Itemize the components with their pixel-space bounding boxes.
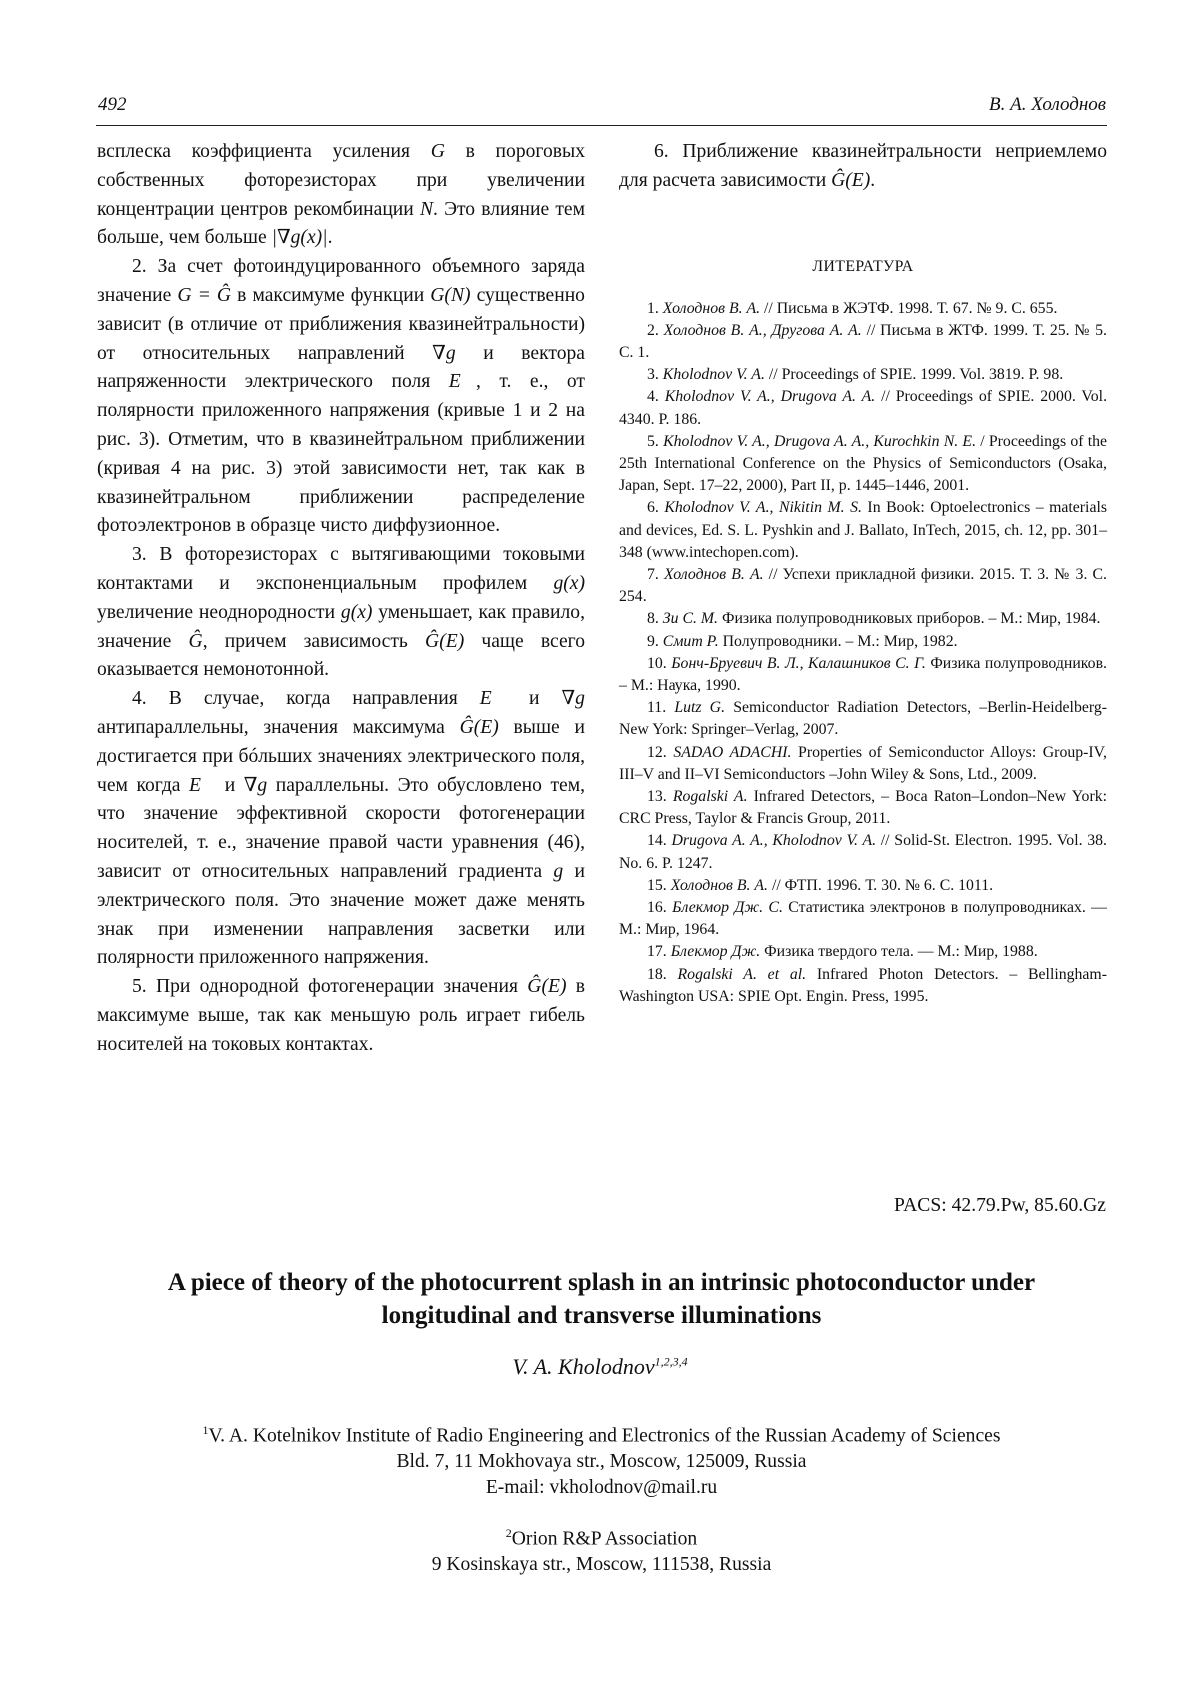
left-column	[97, 138, 585, 1060]
p4-math-5: ∇g	[243, 774, 268, 796]
p4-math-2: ∇g	[561, 688, 585, 710]
title-line-1: A piece of theory of the photocurrent splash in an intrinsic photoconductor under	[167, 1269, 1036, 1296]
p2-math-2: G(N)	[430, 284, 471, 306]
reference-text: In Book: Optoelectronics – materials and devices, Ed. S. L. Pyshkin and J. Ballato, InTech, 2015, ch. 12, pp. 301–348 (www.intechopen.com).	[619, 499, 1107, 561]
reference-text: / Proceedings of the 25th International Conference on the Physics of Semiconductors (Osaka, Japan, Sept. 17–22, 2000), Part II, p. 1445–1446, 2001.	[619, 432, 1108, 495]
reference-number: 5.	[647, 432, 664, 450]
reference-item	[619, 964, 1107, 1008]
p2-text-3: существенно зависит (в отличие от приближения квазинейтральности) от относительных направлений	[97, 284, 585, 364]
reference-authors: Drugova A. A., Kholodnov V. A.	[671, 832, 877, 850]
affiliation-2-address: 9 Kosinskaya str., Moscow, 111538, Russia	[431, 1554, 772, 1576]
reference-number: 18.	[647, 965, 678, 983]
reference-number: 15.	[647, 876, 671, 894]
affiliation-1-email: E-mail: vkholodnov@mail.ru	[485, 1476, 718, 1498]
reference-item	[619, 431, 1107, 498]
author-line	[0, 1354, 1200, 1380]
affiliation-1-name	[96, 1418, 1107, 1449]
reference-number: 13.	[647, 788, 673, 806]
reference-text: Полупроводники. – М.: Мир, 1982.	[718, 632, 958, 650]
p1-math-3: |∇g(x)|	[271, 227, 328, 249]
reference-text: Infrared Photon Detectors. – Bellingham-Washington USA: SPIE Opt. Engin. Press, 1995.	[619, 965, 1107, 1005]
reference-number: 9.	[647, 632, 663, 650]
p3-text-2: увеличение неоднородности	[97, 601, 341, 623]
affiliation-1	[96, 1418, 1107, 1500]
reference-number: 8.	[647, 610, 663, 628]
p4-text-1: 4. В случае, когда направления	[132, 688, 480, 710]
running-head: В. А. Холоднов	[988, 94, 1106, 115]
reference-text: // Письма в ЖЭТФ. 1998. Т. 67. № 9. С. 655.	[760, 299, 1058, 317]
affiliation-2-name	[96, 1521, 1107, 1552]
reference-item	[619, 941, 1107, 963]
reference-item	[619, 875, 1107, 897]
p3-math-4: Ĝ(E)	[425, 630, 465, 652]
p3-text-5: чаще всего оказывается немонотонной.	[97, 630, 585, 681]
reference-number: 16.	[647, 899, 673, 917]
paragraph-5	[97, 973, 585, 1059]
reference-authors: Холоднов В. А., Другова А. А.	[663, 321, 862, 339]
p1-text-3: . Это влияние тем больше, чем больше	[97, 198, 585, 249]
reference-item	[619, 608, 1107, 630]
p3-text-4: , причем зависимость	[202, 630, 426, 652]
reference-item	[619, 364, 1107, 386]
reference-text: Properties of Semiconductor Alloys: Group-IV, III–V and II–VI Semiconductors –John Wiley & Sons, Ltd., 2009.	[619, 743, 1107, 783]
p2-text-5: , т. е., от полярности приложенного напряжения (кривые 1 и 2 на рис. 3). Отметим, что в квазинейтральном приближении (кривая 4 на рис. 3) этой зависимости нет, так как в квазинейтральном приближении распределение фотоэлектронов в образце чисто диффузионное.	[97, 371, 585, 537]
reference-item	[619, 320, 1107, 364]
reference-number: 6.	[647, 499, 665, 517]
affiliation-1-address: Bld. 7, 11 Mokhovaya str., Moscow, 125009, Russia	[396, 1451, 807, 1473]
p4-math-6: g	[553, 860, 564, 882]
page-number: 492	[98, 94, 127, 115]
right-column	[619, 138, 1107, 1008]
affiliation-1-mark: 1	[202, 1423, 209, 1437]
p4-text-7: и электрического поля. Это значение может даже менять знак при изменении направления засветки или полярности приложенного напряжения.	[97, 860, 585, 969]
p4-math-3: Ĝ(E)	[459, 716, 499, 738]
reference-authors: Холоднов В. А.	[670, 876, 768, 894]
p2-math-3: ∇g	[432, 342, 456, 364]
reference-authors: Смит Р.	[662, 632, 719, 650]
reference-authors: Блекмор Дж.	[670, 943, 761, 961]
p6-math-1: Ĝ(E)	[831, 169, 871, 191]
reference-item	[619, 564, 1107, 608]
p2-math-4: E⃗	[448, 371, 477, 393]
p4-text-4: выше и достигается при бóльших значениях электрического поля, чем когда	[97, 716, 585, 796]
reference-item	[619, 742, 1107, 786]
author-affiliation-marks: 1,2,3,4	[654, 1354, 688, 1369]
reference-number: 12.	[647, 743, 674, 761]
reference-number: 3.	[647, 366, 663, 384]
reference-number: 11.	[647, 699, 675, 717]
reference-text: // Solid-St. Electron. 1995. Vol. 38. No. 6. P. 1247.	[619, 832, 1108, 872]
p2-text-2: в максимуме функции	[231, 284, 431, 306]
reference-authors: Lutz G.	[674, 699, 726, 717]
p5-math-1: Ĝ(E)	[527, 976, 567, 998]
p1-text-4: .	[327, 227, 333, 249]
reference-item	[619, 386, 1107, 430]
reference-authors: Kholodnov V. A., Nikitin M. S.	[664, 499, 862, 517]
paragraph-4	[97, 685, 585, 973]
reference-list	[619, 298, 1107, 1009]
reference-authors: Холоднов В. А.	[662, 299, 761, 317]
p3-math-2: g(x)	[340, 601, 373, 623]
p2-text-1: 2. За счет фотоиндуцированного объемного заряда значение	[97, 256, 585, 306]
reference-item	[619, 897, 1107, 941]
reference-text: // Proceedings of SPIE. 1999. Vol. 3819. P. 98.	[764, 366, 1064, 384]
paragraph-6	[619, 138, 1107, 196]
reference-number: 2.	[647, 321, 664, 339]
paragraph-3	[97, 541, 585, 685]
reference-authors: Rogalski A. et al.	[677, 965, 807, 983]
p1-math-2: N	[419, 198, 434, 220]
reference-authors: Бонч-Бруевич В. Л., Калашников С. Г.	[671, 654, 926, 672]
p2-text-4: и вектора напряженности электрического поля	[97, 342, 585, 393]
reference-item	[619, 697, 1107, 741]
reference-text: Физика твердого тела. — М.: Мир, 1988.	[760, 943, 1038, 961]
p5-text-2: в максимуме выше, так как меньшую роль играет гибель носителей на токовых контактах.	[97, 976, 585, 1055]
pacs-codes: PACS: 42.79.Pw, 85.60.Gz	[894, 1195, 1106, 1216]
p5-text-1: 5. При однородной фотогенерации значения	[132, 976, 528, 998]
p1-text-2: в пороговых собственных фоторезисторах при увеличении концентрации центров рекомбинации	[97, 141, 585, 220]
reference-text: // Proceedings of SPIE. 2000. Vol. 4340. P. 186.	[619, 388, 1108, 428]
reference-number: 1.	[647, 299, 663, 317]
author-name: V. A. Kholodnov	[512, 1354, 655, 1379]
reference-text: // Письма в ЖТФ. 1999. Т. 25. № 5. С. 1.	[619, 321, 1108, 361]
p1-text-1: всплеска коэффициента усиления	[97, 141, 431, 162]
article-title	[96, 1266, 1107, 1332]
paragraph-2	[97, 253, 585, 541]
affiliation-2-mark: 2	[505, 1526, 512, 1540]
reference-item	[619, 653, 1107, 697]
reference-number: 4.	[647, 388, 665, 406]
title-line-2: longitudinal and transverse illuminations	[381, 1302, 822, 1329]
p2-math-1: G = Ĝ	[177, 284, 232, 306]
p3-text-3: уменьшает, как правило, значение	[97, 601, 585, 652]
p3-math-3: Ĝ	[188, 630, 203, 652]
reference-authors: Холоднов В. А.	[663, 566, 764, 584]
reference-number: 10.	[647, 654, 672, 672]
p4-text-5: и	[216, 774, 244, 796]
reference-text: // ФТП. 1996. Т. 30. № 6. С. 1011.	[768, 876, 994, 894]
reference-authors: Kholodnov V. A.	[662, 366, 765, 384]
p6-text-1: 6. Приближение квазинейтральности неприемлемо для расчета зависимости	[619, 141, 1107, 191]
affiliation-2-name-text: Orion R&P Association	[511, 1528, 698, 1550]
reference-text: Infrared Detectors, – Boca Raton–London–New York: CRC Press, Taylor & Francis Group, 2011.	[619, 788, 1108, 828]
reference-item	[619, 497, 1107, 564]
reference-text: Semiconductor Radiation Detectors, –Berlin-Heidelberg-New York: Springer–Verlag, 2007.	[619, 699, 1107, 739]
p1-math-1: G	[430, 141, 445, 162]
reference-authors: Зи С. М.	[662, 610, 719, 628]
p6-text-2: .	[870, 169, 876, 191]
p4-text-6: параллельны. Это обусловлено тем, что значение эффективной скорости фотогенерации носителей, т. е., значение правой части уравнения (46), зависит от относительных направлений градиента	[97, 774, 585, 882]
reference-number: 17.	[647, 943, 671, 961]
reference-number: 7.	[647, 566, 664, 584]
p4-text-2: и	[506, 688, 562, 710]
reference-item	[619, 631, 1107, 653]
reference-text: Статистика электронов в полупроводниках. — М.: Мир, 1964.	[619, 899, 1107, 939]
reference-text: Физика полупроводников. – М.: Наука, 1990.	[619, 654, 1107, 695]
reference-authors: Блекмор Дж. С.	[672, 899, 783, 917]
p4-math-4: E⃗	[189, 774, 217, 796]
p4-math-1: E⃗	[479, 688, 507, 710]
reference-item	[619, 786, 1107, 830]
reference-authors: SADAO ADACHI.	[673, 743, 792, 761]
paragraph-1	[97, 138, 585, 253]
p3-text-1: 3. В фоторезисторах с вытягивающими токовыми контактами и экспоненциальным профилем	[97, 544, 585, 594]
reference-authors: Kholodnov V. A., Drugova A. A., Kurochkin N. E.	[663, 432, 977, 450]
reference-number: 14.	[647, 832, 672, 850]
affiliation-2	[96, 1521, 1107, 1578]
reference-item	[619, 830, 1107, 874]
reference-item	[619, 298, 1107, 320]
p3-math-1: g(x)	[553, 572, 585, 594]
header-rule	[96, 125, 1107, 126]
affiliation-1-name-text: V. A. Kotelnikov Institute of Radio Engineering and Electronics of the Russian Academy of Sciences	[208, 1425, 1001, 1447]
reference-authors: Kholodnov V. A., Drugova A. A.	[664, 388, 876, 406]
reference-text: // Успехи прикладной физики. 2015. Т. 3. № 3. С. 254.	[619, 566, 1108, 606]
literature-heading: ЛИТЕРАТУРА	[812, 257, 914, 275]
reference-text: Физика полупроводниковых приборов. – М.: Мир, 1984.	[718, 610, 1101, 628]
p4-text-3: антипараллельны, значения максимума	[97, 716, 460, 738]
reference-authors: Rogalski A.	[672, 788, 748, 806]
